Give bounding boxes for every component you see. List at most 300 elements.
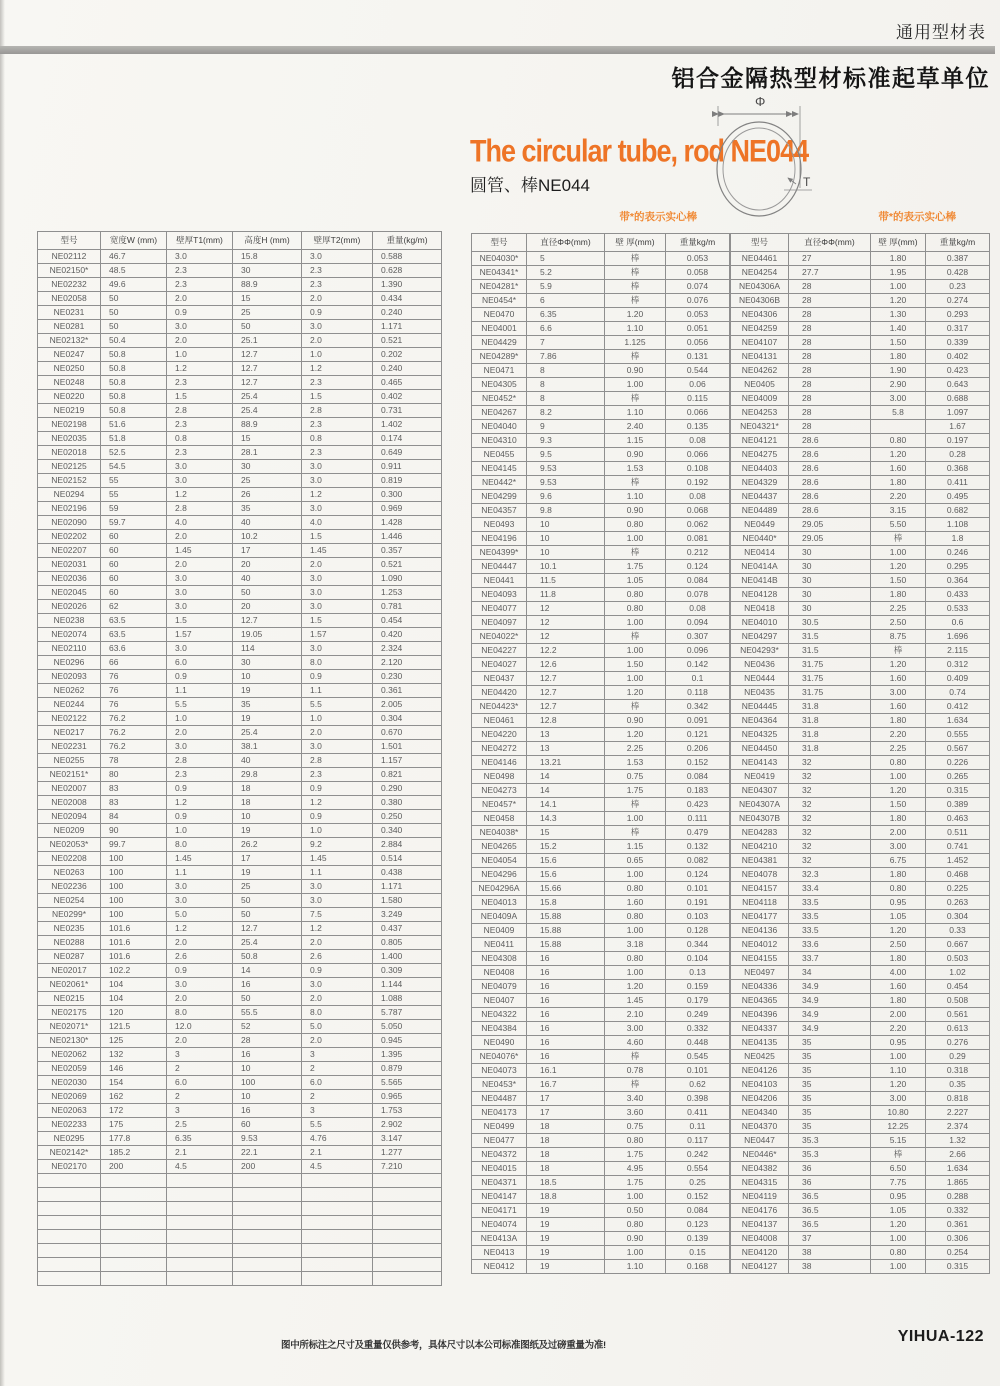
table-cell: 0.339 bbox=[926, 336, 990, 350]
table-cell: 4.76 bbox=[302, 1132, 373, 1146]
table-cell: NE04445 bbox=[731, 700, 789, 714]
table-cell: NE04137 bbox=[731, 1218, 789, 1232]
table-cell: 0.555 bbox=[926, 728, 990, 742]
table-cell: 28 bbox=[789, 336, 871, 350]
table-cell: 11.8 bbox=[527, 588, 605, 602]
table-cell: 3.147 bbox=[373, 1132, 442, 1146]
table-cell: 37 bbox=[789, 1232, 871, 1246]
table-row bbox=[38, 656, 442, 670]
table-cell: 16 bbox=[233, 978, 302, 992]
table-cell: 0.9 bbox=[167, 670, 233, 684]
table-cell: 63.5 bbox=[101, 614, 167, 628]
table-cell: 16 bbox=[527, 994, 605, 1008]
table-cell: 0.613 bbox=[926, 1022, 990, 1036]
table-row bbox=[38, 558, 442, 572]
table-cell: 0.80 bbox=[605, 952, 666, 966]
table-cell: 32.3 bbox=[789, 868, 871, 882]
table-cell: 0.545 bbox=[666, 1050, 730, 1064]
table-cell: 0.95 bbox=[871, 1190, 926, 1204]
table-cell: NE02122 bbox=[38, 712, 101, 726]
table-cell: 0.667 bbox=[926, 938, 990, 952]
table-cell: 25 bbox=[233, 880, 302, 894]
table-cell: 3.0 bbox=[302, 460, 373, 474]
table-row bbox=[38, 964, 442, 978]
table-row bbox=[472, 882, 730, 896]
table-cell: 2.120 bbox=[373, 656, 442, 670]
table-cell: 0.340 bbox=[373, 824, 442, 838]
table-row bbox=[731, 280, 990, 294]
table-cell: NE04399* bbox=[472, 546, 527, 560]
table-cell: 76 bbox=[101, 698, 167, 712]
table-row bbox=[38, 992, 442, 1006]
table-cell: 0.08 bbox=[666, 490, 730, 504]
table-cell: 1.10 bbox=[605, 1260, 666, 1274]
table-cell: 0.066 bbox=[666, 448, 730, 462]
table-cell: 2.3 bbox=[302, 446, 373, 460]
table-cell: NE0248 bbox=[38, 376, 101, 390]
title-chinese: 圆管、棒NE044 bbox=[470, 176, 590, 195]
table-cell: 5.5 bbox=[302, 1118, 373, 1132]
table-cell: NE04010 bbox=[731, 616, 789, 630]
table-cell: 28.6 bbox=[789, 448, 871, 462]
table-cell: NE02232 bbox=[38, 278, 101, 292]
table-cell: NE02125 bbox=[38, 460, 101, 474]
table-cell bbox=[871, 420, 926, 434]
table-cell: 38.1 bbox=[233, 740, 302, 754]
table-row bbox=[731, 546, 990, 560]
table-cell: NE0247 bbox=[38, 348, 101, 362]
table-cell: 2.66 bbox=[926, 1148, 990, 1162]
table-row bbox=[38, 1202, 442, 1216]
table-cell: 31.8 bbox=[789, 742, 871, 756]
table-cell: NE04357 bbox=[472, 504, 527, 518]
table-cell: NE04315 bbox=[731, 1176, 789, 1190]
table-cell: 19 bbox=[527, 1218, 605, 1232]
table-cell: 0.168 bbox=[666, 1260, 730, 1274]
table-row bbox=[731, 476, 990, 490]
table-cell: 104 bbox=[101, 992, 167, 1006]
table-row bbox=[38, 852, 442, 866]
table-cell: NE04489 bbox=[731, 504, 789, 518]
table-cell: 0.101 bbox=[666, 882, 730, 896]
table-row bbox=[38, 502, 442, 516]
table-cell: 25.4 bbox=[233, 936, 302, 950]
table-cell: 100 bbox=[233, 1076, 302, 1090]
table-row bbox=[38, 376, 442, 390]
table-cell: 10 bbox=[527, 532, 605, 546]
table-cell: 13 bbox=[527, 742, 605, 756]
table-cell: 15.88 bbox=[527, 938, 605, 952]
table-cell: 1.80 bbox=[871, 476, 926, 490]
table-cell: 50 bbox=[233, 992, 302, 1006]
table-cell: NE04076* bbox=[472, 1050, 527, 1064]
table-row bbox=[731, 854, 990, 868]
table-row bbox=[38, 1146, 442, 1160]
table-cell: 2.0 bbox=[302, 936, 373, 950]
table-cell: 1.00 bbox=[871, 770, 926, 784]
table-cell: 1.53 bbox=[605, 462, 666, 476]
table-cell: 3.249 bbox=[373, 908, 442, 922]
table-cell bbox=[38, 1174, 101, 1188]
table-cell: 6 bbox=[527, 294, 605, 308]
table-row bbox=[731, 1162, 990, 1176]
table-cell: NE02035 bbox=[38, 432, 101, 446]
table-cell: 1.80 bbox=[871, 994, 926, 1008]
table-row bbox=[472, 602, 730, 616]
table-cell: 9.3 bbox=[527, 434, 605, 448]
table-row bbox=[472, 938, 730, 952]
table-row bbox=[472, 1106, 730, 1120]
table-cell: 2.3 bbox=[167, 278, 233, 292]
table-cell: NE04423* bbox=[472, 700, 527, 714]
table-cell: 1.80 bbox=[871, 714, 926, 728]
table-cell: 1.80 bbox=[871, 812, 926, 826]
table-cell: NE0449 bbox=[731, 518, 789, 532]
table-cell: NE0294 bbox=[38, 488, 101, 502]
table-cell: 3.0 bbox=[302, 880, 373, 894]
table-cell: 100 bbox=[101, 894, 167, 908]
table-cell: NE0238 bbox=[38, 614, 101, 628]
table-cell: 125 bbox=[101, 1034, 167, 1048]
table-cell: 18 bbox=[527, 1134, 605, 1148]
column-header: 重量(kg/m) bbox=[373, 232, 442, 250]
table-cell: 32 bbox=[789, 826, 871, 840]
table-cell bbox=[167, 1230, 233, 1244]
table-cell: 9.8 bbox=[527, 504, 605, 518]
table-cell: 0.304 bbox=[926, 910, 990, 924]
table-cell: 14 bbox=[527, 784, 605, 798]
table-cell: 28.6 bbox=[789, 462, 871, 476]
table-cell: NE0471 bbox=[472, 364, 527, 378]
table-cell: 0.192 bbox=[666, 476, 730, 490]
table-cell: 16 bbox=[527, 1008, 605, 1022]
table-cell: 0.361 bbox=[373, 684, 442, 698]
table-cell bbox=[38, 1188, 101, 1202]
table-cell: 1.00 bbox=[871, 280, 926, 294]
table-cell: NE02093 bbox=[38, 670, 101, 684]
table-cell: 2.0 bbox=[167, 292, 233, 306]
table-cell: 33.4 bbox=[789, 882, 871, 896]
table-cell: 0.128 bbox=[666, 924, 730, 938]
table-cell: 9.53 bbox=[527, 476, 605, 490]
table-cell: 1.108 bbox=[926, 518, 990, 532]
table-cell: 1.75 bbox=[605, 784, 666, 798]
table-row bbox=[472, 1176, 730, 1190]
table-cell: 29.05 bbox=[789, 532, 871, 546]
table-cell: 50 bbox=[233, 320, 302, 334]
table-cell: 0.969 bbox=[373, 502, 442, 516]
table-cell: 1.1 bbox=[302, 866, 373, 880]
table-cell: 102.2 bbox=[101, 964, 167, 978]
table-cell: NE0288 bbox=[38, 936, 101, 950]
table-cell bbox=[373, 1188, 442, 1202]
table-cell: 0.90 bbox=[605, 1232, 666, 1246]
table-cell: 35 bbox=[233, 502, 302, 516]
table-cell: 18 bbox=[527, 1162, 605, 1176]
table-cell: 1.60 bbox=[605, 896, 666, 910]
table-cell: 15 bbox=[233, 292, 302, 306]
table-cell: 10.80 bbox=[871, 1106, 926, 1120]
table-cell: NE0231 bbox=[38, 306, 101, 320]
table-row bbox=[472, 686, 730, 700]
table-row bbox=[731, 924, 990, 938]
table-row bbox=[38, 418, 442, 432]
table-cell: 6.0 bbox=[302, 1076, 373, 1090]
table-cell: NE0299* bbox=[38, 908, 101, 922]
table-cell: NE0262 bbox=[38, 684, 101, 698]
table-cell: NE04054 bbox=[472, 854, 527, 868]
table-cell: 1.05 bbox=[871, 1204, 926, 1218]
table-cell: NE02069 bbox=[38, 1090, 101, 1104]
table-cell: NE04155 bbox=[731, 952, 789, 966]
table-cell: 8.0 bbox=[167, 838, 233, 852]
table-cell: 1.95 bbox=[871, 266, 926, 280]
table-cell: 31.5 bbox=[789, 644, 871, 658]
table-row bbox=[38, 1020, 442, 1034]
table-row bbox=[731, 644, 990, 658]
table-cell: NE0250 bbox=[38, 362, 101, 376]
table-row bbox=[472, 1022, 730, 1036]
table-cell: 16 bbox=[527, 1050, 605, 1064]
table-cell: 12.8 bbox=[527, 714, 605, 728]
table-row bbox=[731, 672, 990, 686]
table-cell: 3 bbox=[302, 1048, 373, 1062]
table-cell: NE04206 bbox=[731, 1092, 789, 1106]
table-row bbox=[38, 488, 442, 502]
table-row bbox=[38, 838, 442, 852]
table-row bbox=[731, 434, 990, 448]
table-cell: 26.2 bbox=[233, 838, 302, 852]
table-cell: 83 bbox=[101, 782, 167, 796]
table-cell: NE04127 bbox=[731, 1260, 789, 1274]
table-cell: NE02152 bbox=[38, 474, 101, 488]
table-row bbox=[731, 770, 990, 784]
table-cell: 30 bbox=[233, 264, 302, 278]
table-cell: 3 bbox=[167, 1104, 233, 1118]
table-cell: 30 bbox=[233, 656, 302, 670]
table-row bbox=[731, 1064, 990, 1078]
table-row bbox=[38, 1132, 442, 1146]
table-cell: NE04210 bbox=[731, 840, 789, 854]
table-cell: 50.8 bbox=[101, 390, 167, 404]
table-cell: 棒 bbox=[605, 392, 666, 406]
table-cell: 3.0 bbox=[302, 474, 373, 488]
table-cell: 2.6 bbox=[167, 950, 233, 964]
table-cell: 0.544 bbox=[666, 364, 730, 378]
table-cell: NE04337 bbox=[731, 1022, 789, 1036]
table-cell: 0.75 bbox=[605, 1120, 666, 1134]
table-row bbox=[472, 994, 730, 1008]
table-cell: 10.2 bbox=[233, 530, 302, 544]
table-cell: 0.80 bbox=[605, 910, 666, 924]
table-cell: 0.80 bbox=[605, 518, 666, 532]
table-cell: 2.25 bbox=[605, 742, 666, 756]
circular-tube-spec-table-left bbox=[471, 233, 730, 1274]
table-row bbox=[472, 1162, 730, 1176]
table-row bbox=[731, 896, 990, 910]
table-cell: 12.7 bbox=[233, 376, 302, 390]
table-row bbox=[472, 854, 730, 868]
table-cell: 3 bbox=[302, 1104, 373, 1118]
table-cell bbox=[302, 1174, 373, 1188]
table-cell: 0.80 bbox=[605, 1134, 666, 1148]
table-cell: NE04381 bbox=[731, 854, 789, 868]
table-cell: 50.8 bbox=[101, 362, 167, 376]
table-cell: 0.290 bbox=[373, 782, 442, 796]
table-cell: 32 bbox=[789, 798, 871, 812]
table-cell: 0.332 bbox=[926, 1204, 990, 1218]
table-cell: 5.2 bbox=[527, 266, 605, 280]
table-cell: NE04340 bbox=[731, 1106, 789, 1120]
table-row bbox=[731, 728, 990, 742]
table-cell: 50.8 bbox=[101, 404, 167, 418]
table-cell: 0.06 bbox=[666, 378, 730, 392]
table-cell: 1.0 bbox=[302, 712, 373, 726]
table-row bbox=[731, 1218, 990, 1232]
table-cell: 0.344 bbox=[666, 938, 730, 952]
table-cell: NE02018 bbox=[38, 446, 101, 460]
table-cell: 1.696 bbox=[926, 630, 990, 644]
table-cell: NE04450 bbox=[731, 742, 789, 756]
table-row bbox=[731, 336, 990, 350]
table-cell: 棒 bbox=[605, 1050, 666, 1064]
header-divider-bar bbox=[0, 46, 995, 54]
table-cell: 0.315 bbox=[926, 784, 990, 798]
table-cell: NE04403 bbox=[731, 462, 789, 476]
table-row bbox=[472, 1190, 730, 1204]
table-cell: 200 bbox=[233, 1160, 302, 1174]
table-cell: NE0455 bbox=[472, 448, 527, 462]
table-cell: 0.053 bbox=[666, 252, 730, 266]
table-cell: 1.00 bbox=[871, 1260, 926, 1274]
table-row bbox=[472, 1050, 730, 1064]
table-row bbox=[38, 474, 442, 488]
table-cell: 0.118 bbox=[666, 686, 730, 700]
table-cell: 0.9 bbox=[302, 810, 373, 824]
table-cell: 0.364 bbox=[926, 574, 990, 588]
table-cell: 1.2 bbox=[302, 488, 373, 502]
table-cell: 0.1 bbox=[666, 672, 730, 686]
table-cell bbox=[233, 1230, 302, 1244]
table-row bbox=[472, 868, 730, 882]
table-cell: NE04008 bbox=[731, 1232, 789, 1246]
table-row bbox=[472, 476, 730, 490]
table-cell: 2.0 bbox=[167, 558, 233, 572]
table-cell: 1.57 bbox=[302, 628, 373, 642]
table-cell: NE02207 bbox=[38, 544, 101, 558]
table-row bbox=[731, 882, 990, 896]
column-header: 直径ΦΦ(mm) bbox=[789, 234, 871, 252]
table-cell: NE04196 bbox=[472, 532, 527, 546]
table-cell: 25.1 bbox=[233, 334, 302, 348]
table-cell: NE04364 bbox=[731, 714, 789, 728]
table-cell bbox=[38, 1272, 101, 1286]
table-cell: 1.10 bbox=[871, 1064, 926, 1078]
table-cell: 0.402 bbox=[373, 390, 442, 404]
table-cell: 13.21 bbox=[527, 756, 605, 770]
table-cell: NE04022* bbox=[472, 630, 527, 644]
table-cell: NE04272 bbox=[472, 742, 527, 756]
table-cell: 17 bbox=[527, 1106, 605, 1120]
table-cell: NE04120 bbox=[731, 1246, 789, 1260]
table-row bbox=[472, 1036, 730, 1050]
table-cell: 6.35 bbox=[167, 1132, 233, 1146]
table-cell: 5.0 bbox=[167, 908, 233, 922]
table-cell: 15.88 bbox=[527, 924, 605, 938]
table-cell: 16.1 bbox=[527, 1064, 605, 1078]
table-cell: NE04077 bbox=[472, 602, 527, 616]
table-cell: 35 bbox=[789, 1120, 871, 1134]
table-cell: 0.074 bbox=[666, 280, 730, 294]
table-row bbox=[472, 434, 730, 448]
table-cell: 2.8 bbox=[167, 754, 233, 768]
table-cell bbox=[101, 1272, 167, 1286]
table-cell: 1.5 bbox=[302, 390, 373, 404]
table-cell: NE04118 bbox=[731, 896, 789, 910]
table-row bbox=[472, 826, 730, 840]
table-cell: 32 bbox=[789, 840, 871, 854]
table-cell: NE02208 bbox=[38, 852, 101, 866]
table-cell: NE02036 bbox=[38, 572, 101, 586]
table-cell: NE04040 bbox=[472, 420, 527, 434]
table-cell: 1.20 bbox=[871, 658, 926, 672]
table-cell: 0.95 bbox=[871, 896, 926, 910]
table-cell: 35 bbox=[789, 1106, 871, 1120]
table-row bbox=[472, 462, 730, 476]
table-cell: 0.226 bbox=[926, 756, 990, 770]
table-cell: NE04305 bbox=[472, 378, 527, 392]
table-row bbox=[731, 630, 990, 644]
table-cell: 0.357 bbox=[373, 544, 442, 558]
table-cell: 1.00 bbox=[605, 644, 666, 658]
table-cell: NE02236 bbox=[38, 880, 101, 894]
table-row bbox=[38, 1188, 442, 1202]
table-cell: 1.75 bbox=[605, 1176, 666, 1190]
table-cell: 34.9 bbox=[789, 1022, 871, 1036]
table-cell: 1.634 bbox=[926, 714, 990, 728]
table-cell: 48.5 bbox=[101, 264, 167, 278]
table-row bbox=[731, 742, 990, 756]
table-cell: 1.75 bbox=[605, 1148, 666, 1162]
table-cell: 0.11 bbox=[666, 1120, 730, 1134]
table-cell: 31.8 bbox=[789, 728, 871, 742]
table-cell: 2.005 bbox=[373, 698, 442, 712]
table-cell: NE0409 bbox=[472, 924, 527, 938]
table-row bbox=[38, 950, 442, 964]
table-cell: 1.1 bbox=[302, 684, 373, 698]
table-cell: 7.5 bbox=[302, 908, 373, 922]
table-row bbox=[731, 518, 990, 532]
table-row bbox=[731, 994, 990, 1008]
table-cell: 3.00 bbox=[871, 840, 926, 854]
table-cell: 0.380 bbox=[373, 796, 442, 810]
table-row bbox=[472, 770, 730, 784]
table-row bbox=[731, 1260, 990, 1274]
table-cell: 15.88 bbox=[527, 910, 605, 924]
table-cell: 28.6 bbox=[789, 490, 871, 504]
table-cell: 120 bbox=[101, 1006, 167, 1020]
table-cell bbox=[38, 1230, 101, 1244]
table-cell: 1.00 bbox=[605, 812, 666, 826]
table-cell: 0.409 bbox=[926, 672, 990, 686]
table-row bbox=[472, 952, 730, 966]
table-cell: NE04307B bbox=[731, 812, 789, 826]
table-cell: 1.402 bbox=[373, 418, 442, 432]
table-cell bbox=[233, 1258, 302, 1272]
table-row bbox=[472, 336, 730, 350]
table-row bbox=[731, 1078, 990, 1092]
table-cell: NE04012 bbox=[731, 938, 789, 952]
